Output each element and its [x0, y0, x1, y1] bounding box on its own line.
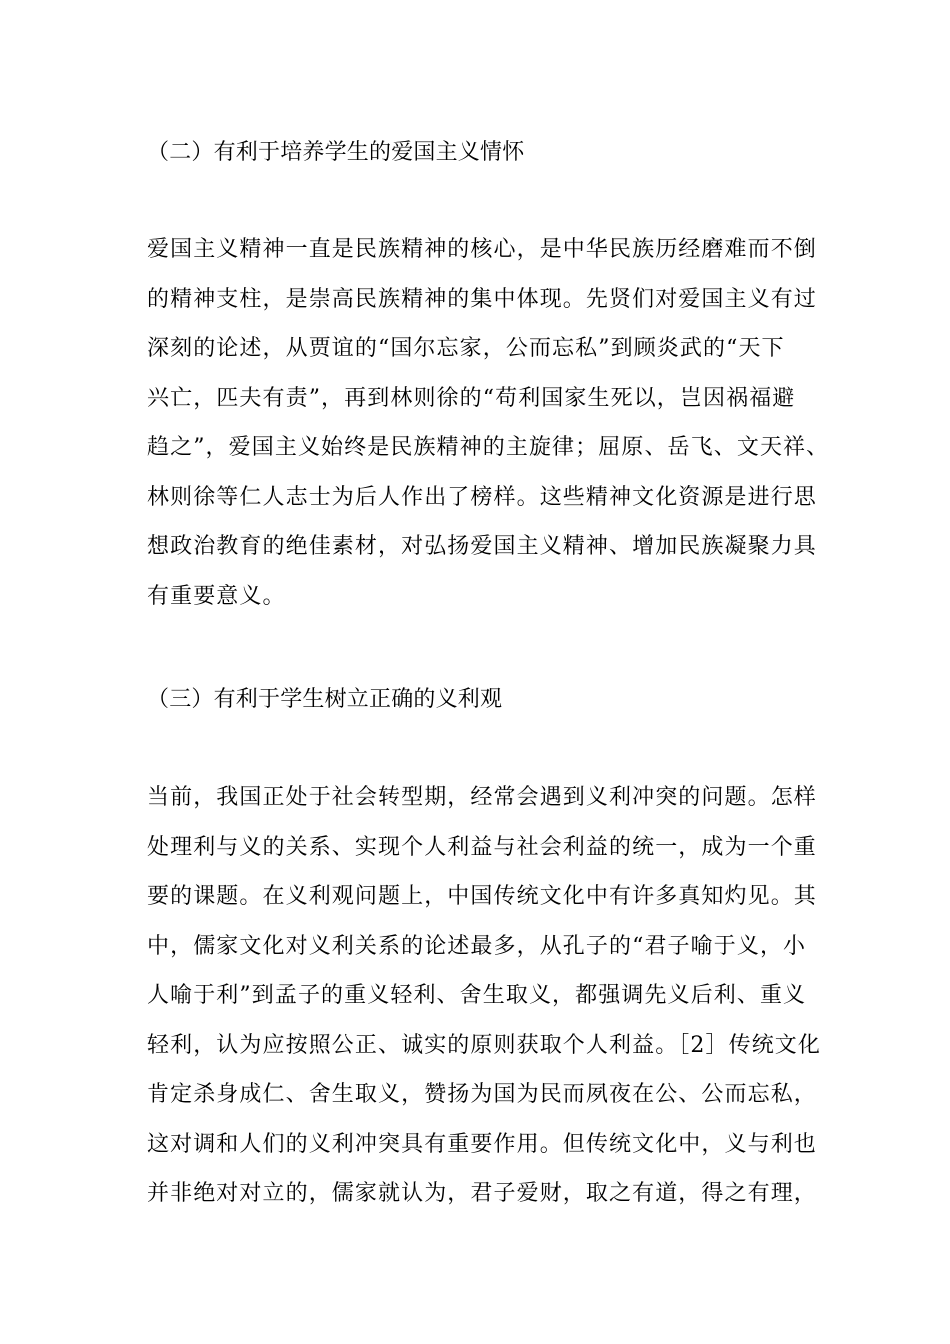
paragraph-line: 人喻于利”到孟子的重义轻利、舍生取义，都强调先义后利、重义 — [147, 983, 807, 1008]
paragraph — [147, 773, 827, 1219]
paragraph-line: 当前，我国正处于社会转型期，经常会遇到义利冲突的问题。怎样 — [147, 785, 817, 810]
paragraph-line: 有重要意义。 — [147, 583, 286, 609]
paragraph-line: 轻利，认为应按照公正、诚实的原则获取个人利益。［2］传统文化 — [147, 1032, 821, 1058]
paragraph — [147, 225, 830, 621]
paragraph-line: 林则徐等仁人志士为后人作出了榜样。这些精神文化资源是进行思 — [147, 484, 817, 510]
section-heading: （三）有利于学生树立正确的义利观 — [147, 687, 503, 712]
paragraph-line: 趋之”，爱国主义始终是民族精神的主旋律；屈原、岳飞、文天祥、 — [147, 435, 830, 460]
paragraph-line: 兴亡，匹夫有责”，再到林则徐的“苟利国家生死以，岂因祸福避 — [147, 385, 796, 411]
paragraph-line: 爱国主义精神一直是民族精神的核心，是中华民族历经磨难而不倒 — [147, 237, 817, 262]
paragraph-line: 这对调和人们的义利冲突具有重要作用。但传统文化中，义与利也 — [147, 1131, 817, 1157]
paragraph-line: 要的课题。在义利观问题上，中国传统文化中有许多真知灼见。其 — [147, 884, 817, 909]
paragraph-line: 并非绝对对立的，儒家就认为，君子爱财，取之有道，得之有理， — [147, 1181, 817, 1206]
paragraph-line: 处理利与义的关系、实现个人利益与社会利益的统一，成为一个重 — [147, 834, 817, 860]
paragraph-line: 想政治教育的绝佳素材，对弘扬爱国主义精神、增加民族凝聚力具 — [147, 534, 817, 559]
paragraph-line: 肯定杀身成仁、舍生取义，赞扬为国为民而夙夜在公、公而忘私， — [147, 1082, 817, 1107]
paragraph-line: 中，儒家文化对义利关系的论述最多，从孔子的“君子喻于义，小 — [147, 933, 807, 959]
paragraph-line: 深刻的论述，从贾谊的“国尔忘家，公而忘私”到顾炎武的“天下 — [147, 336, 785, 361]
paragraph-line: 的精神支柱，是崇高民族精神的集中体现。先贤们对爱国主义有过 — [147, 286, 817, 312]
section-heading: （二）有利于培养学生的爱国主义情怀 — [147, 140, 525, 165]
